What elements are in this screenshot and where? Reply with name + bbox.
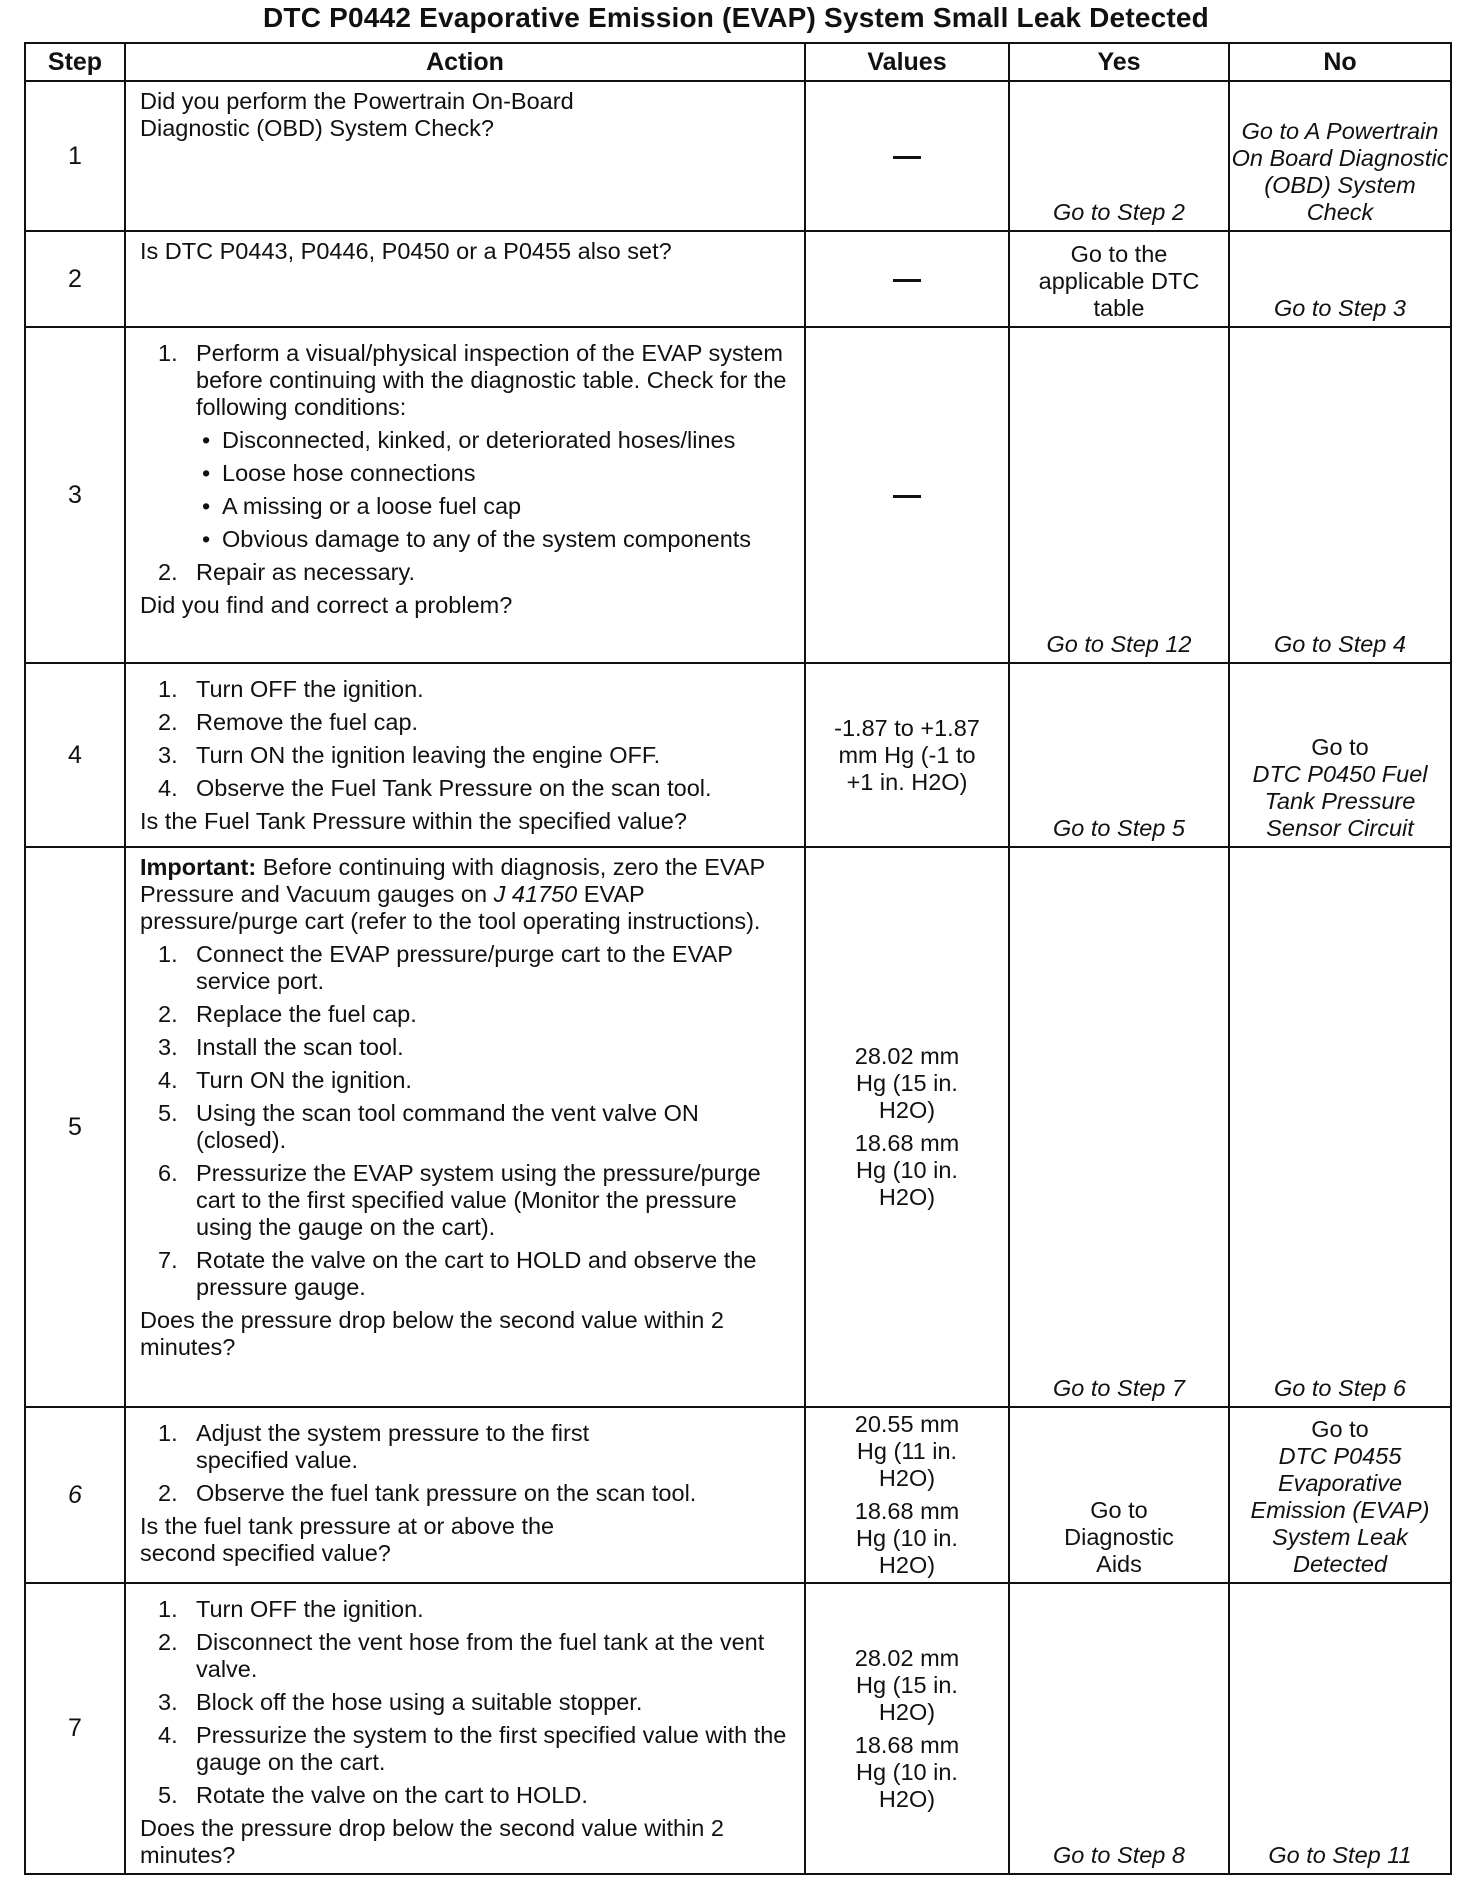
yes-link[interactable]: Go to Step 2 bbox=[1009, 81, 1229, 231]
action-question: Is the Fuel Tank Pressure within the specified value? bbox=[140, 808, 687, 834]
list-item: 2. Disconnect the vent hose from the fuel tank at the vent valve. bbox=[158, 1629, 765, 1682]
header-no: No bbox=[1229, 43, 1451, 81]
header-action: Action bbox=[125, 43, 805, 81]
value-text: -1.87 to +1.87 mm Hg (-1 to +1 in. H2O) bbox=[834, 714, 980, 795]
values-cell bbox=[805, 847, 1009, 1407]
list-item: • A missing or a loose fuel cap bbox=[196, 493, 790, 520]
no-link[interactable]: Go to Step 11 bbox=[1229, 1583, 1451, 1874]
list-item: 4. Observe the Fuel Tank Pressure on the scan tool. bbox=[158, 775, 712, 801]
list-item: • Obvious damage to any of the system components bbox=[196, 526, 790, 553]
header-values: Values bbox=[805, 43, 1009, 81]
values-cell bbox=[805, 663, 1009, 847]
action-question: Is DTC P0443, P0446, P0450 or a P0455 also set? bbox=[140, 238, 672, 264]
list-item: 6. Pressurize the EVAP system using the pressure/purge cart to the first specified value (Monitor the pressure using the gauge on the cart). bbox=[158, 1160, 761, 1240]
action-question: Did you find and correct a problem? bbox=[140, 592, 513, 618]
list-item: 4. Turn ON the ignition. bbox=[158, 1067, 412, 1093]
table-row bbox=[25, 81, 1451, 231]
dash-icon bbox=[893, 156, 921, 159]
list-item: 1. Connect the EVAP pressure/purge cart to the EVAP service port. bbox=[158, 941, 733, 994]
values-cell bbox=[805, 327, 1009, 663]
table-row bbox=[25, 847, 1451, 1407]
action-cell bbox=[125, 1583, 805, 1874]
yes-text: Go to the applicable DTC table bbox=[1038, 241, 1200, 321]
no-link[interactable]: Go to Step 6 bbox=[1229, 847, 1451, 1407]
yes-text: Go to Diagnostic Aids bbox=[1064, 1497, 1174, 1577]
value-text: 18.68 mm Hg (10 in. H2O) bbox=[854, 1498, 960, 1578]
yes-link[interactable]: Go to Step 12 bbox=[1009, 327, 1229, 663]
action-steps bbox=[140, 340, 790, 586]
page-title: DTC P0442 Evaporative Emission (EVAP) System Small Leak Detected bbox=[263, 2, 1209, 33]
no-prefix: Go to bbox=[1311, 1416, 1369, 1442]
yes-link[interactable] bbox=[1009, 1407, 1229, 1583]
tool-ref: J 41750 bbox=[493, 881, 578, 907]
action-cell bbox=[125, 231, 805, 327]
action-steps bbox=[140, 1420, 790, 1507]
list-item: 3. Turn ON the ignition leaving the engine OFF. bbox=[158, 742, 661, 768]
list-item: 5. Rotate the valve on the cart to HOLD. bbox=[158, 1782, 588, 1808]
value-text: 28.02 mm Hg (15 in. H2O) bbox=[854, 1043, 960, 1123]
action-cell bbox=[125, 847, 805, 1407]
step-number: 1 bbox=[25, 81, 125, 231]
action-question: Did you perform the Powertrain On-Board Diagnostic (OBD) System Check? bbox=[140, 88, 574, 141]
step-number: 6 bbox=[25, 1407, 125, 1583]
step-number: 2 bbox=[25, 231, 125, 327]
yes-link[interactable]: Go to Step 5 bbox=[1009, 663, 1229, 847]
header-step: Step bbox=[25, 43, 125, 81]
no-prefix: Go to bbox=[1311, 734, 1369, 760]
list-item: • Disconnected, kinked, or deteriorated hoses/lines bbox=[196, 427, 790, 454]
table-row bbox=[25, 327, 1451, 663]
yes-link[interactable] bbox=[1009, 231, 1229, 327]
list-item: 1. Turn OFF the ignition. bbox=[158, 1596, 424, 1622]
condition-list bbox=[196, 427, 790, 553]
table-row bbox=[25, 1583, 1451, 1874]
list-item: 5. Using the scan tool command the vent valve ON (closed). bbox=[158, 1100, 699, 1153]
no-link[interactable]: Go to Step 4 bbox=[1229, 327, 1451, 663]
action-question: Does the pressure drop below the second value within 2 minutes? bbox=[140, 1307, 724, 1360]
action-steps bbox=[140, 1596, 790, 1809]
action-cell bbox=[125, 81, 805, 231]
value-text: 18.68 mm Hg (10 in. H2O) bbox=[854, 1731, 960, 1812]
values-cell bbox=[805, 1407, 1009, 1583]
important-note: Important: Before continuing with diagnosis, zero the EVAP Pressure and Vacuum gauges on J 41750 EVAP pressure/purge cart (refer to the tool operating instructions). bbox=[140, 854, 765, 934]
dash-icon bbox=[893, 279, 921, 282]
step-number: 4 bbox=[25, 663, 125, 847]
table-row bbox=[25, 231, 1451, 327]
header-yes: Yes bbox=[1009, 43, 1229, 81]
action-question: Is the fuel tank pressure at or above the second specified value? bbox=[140, 1513, 555, 1566]
value-text: 28.02 mm Hg (15 in. H2O) bbox=[854, 1644, 960, 1725]
action-cell bbox=[125, 327, 805, 663]
list-item: 2. Remove the fuel cap. bbox=[158, 709, 419, 735]
no-link-text: DTC P0450 Fuel Tank Pressure Sensor Circuit bbox=[1252, 761, 1428, 841]
action-cell bbox=[125, 663, 805, 847]
action-steps bbox=[140, 941, 790, 1301]
diagnostic-table bbox=[24, 42, 1452, 1875]
yes-link[interactable]: Go to Step 7 bbox=[1009, 847, 1229, 1407]
values-cell bbox=[805, 1583, 1009, 1874]
dash-icon bbox=[893, 495, 921, 498]
value-text: 18.68 mm Hg (10 in. H2O) bbox=[854, 1130, 960, 1210]
no-link-text: DTC P0455 Evaporative Emission (EVAP) System Leak Detected bbox=[1250, 1443, 1430, 1577]
list-item: 2. Replace the fuel cap. bbox=[158, 1001, 417, 1027]
list-item: 3. Install the scan tool. bbox=[158, 1034, 404, 1060]
list-item: 1. Adjust the system pressure to the first specified value. bbox=[158, 1420, 590, 1473]
step-number: 3 bbox=[25, 327, 125, 663]
step-number: 5 bbox=[25, 847, 125, 1407]
list-item: 1. Turn OFF the ignition. bbox=[158, 676, 424, 702]
important-label: Important: bbox=[140, 854, 257, 880]
list-item: 4. Pressurize the system to the first specified value with the gauge on the cart. bbox=[158, 1722, 787, 1775]
list-item: 3. Block off the hose using a suitable stopper. bbox=[158, 1689, 643, 1715]
list-item: 2. Observe the fuel tank pressure on the scan tool. bbox=[158, 1480, 697, 1506]
list-item: 7. Rotate the valve on the cart to HOLD and observe the pressure gauge. bbox=[158, 1247, 757, 1300]
header-row bbox=[25, 43, 1451, 81]
action-question: Does the pressure drop below the second value within 2 minutes? bbox=[140, 1815, 724, 1868]
list-item: 1. Perform a visual/physical inspection of the EVAP system before continuing with the diagnostic table. Check for the following conditions: • Disconnected, kinked, or deteriorated hoses/lines • Loose hose connections • A missing or a loose fuel cap • Obvious damage to any of the system components bbox=[140, 340, 790, 553]
values-cell bbox=[805, 231, 1009, 327]
no-link[interactable] bbox=[1229, 663, 1451, 847]
action-steps bbox=[140, 676, 790, 802]
list-item: • Loose hose connections bbox=[196, 460, 790, 487]
step-number: 7 bbox=[25, 1583, 125, 1874]
list-item: 2. Repair as necessary. bbox=[158, 559, 415, 585]
values-cell bbox=[805, 81, 1009, 231]
no-link[interactable]: Go to Step 3 bbox=[1229, 231, 1451, 327]
action-cell bbox=[125, 1407, 805, 1583]
table-row bbox=[25, 1407, 1451, 1583]
no-link[interactable] bbox=[1229, 1407, 1451, 1583]
no-link[interactable]: Go to A Powertrain On Board Diagnostic (OBD) System Check bbox=[1229, 81, 1451, 231]
value-text: 20.55 mm Hg (11 in. H2O) bbox=[854, 1411, 960, 1491]
yes-link[interactable]: Go to Step 8 bbox=[1009, 1583, 1229, 1874]
table-row bbox=[25, 663, 1451, 847]
